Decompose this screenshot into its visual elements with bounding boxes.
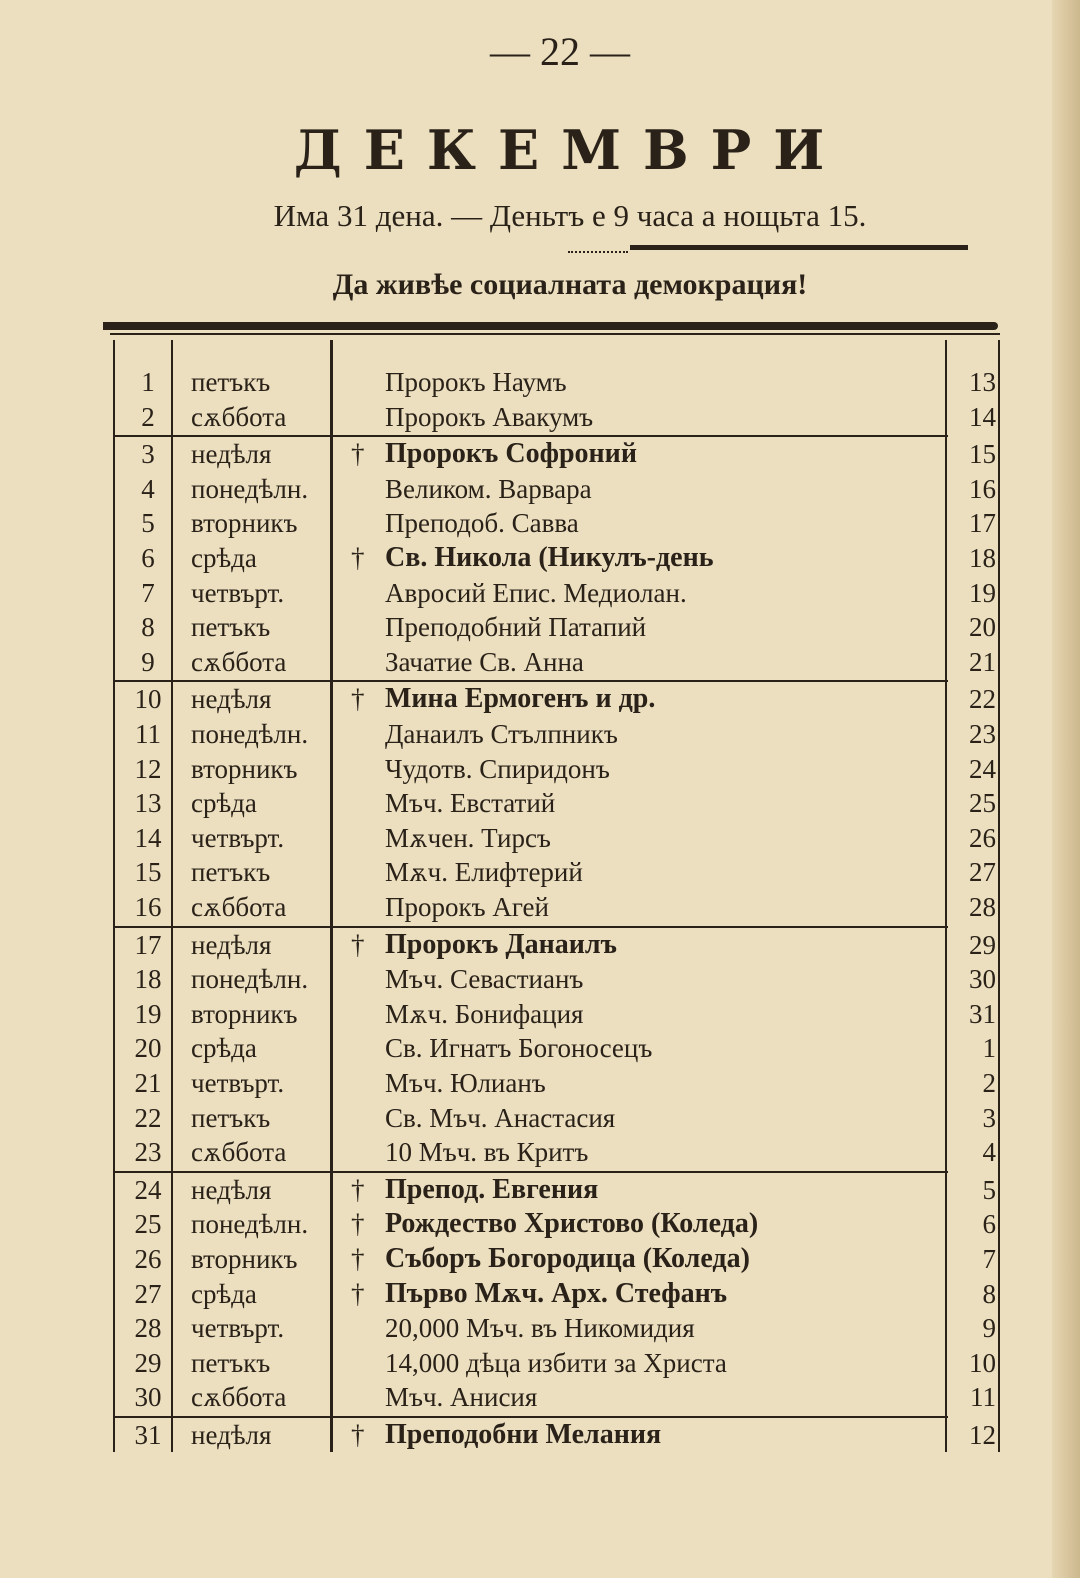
weekday: петъкъ [191,1102,271,1133]
day-number: 6 [141,543,155,573]
saint-name: 14,000 дѣца избити за Христа [385,1347,727,1378]
old-style-date: 10 [969,1347,996,1378]
old-style-date: 18 [969,543,996,573]
feast-cross-mark: † [351,1278,365,1309]
calendar-row [115,717,998,751]
weekday: недѣля [191,684,272,715]
weekday: понедѣлн. [191,719,309,749]
day-number: 28 [134,1313,162,1344]
old-style-date: 23 [969,719,996,749]
old-style-date: 5 [982,1174,996,1205]
calendar-row [115,821,998,855]
old-style-date: 16 [969,473,996,504]
day-number: 27 [134,1278,162,1309]
calendar-row [115,1311,998,1345]
weekday: сѫббота [191,1137,287,1168]
old-style-date: 17 [969,508,996,539]
day-number: 30 [134,1382,162,1413]
calendar-row [115,928,998,962]
day-number: 4 [141,473,155,504]
saint-name: Първо Мѫч. Арх. Стефанъ [385,1277,728,1309]
calendar-row [115,1207,998,1241]
calendar-row [115,752,998,786]
weekday: срѣда [191,543,257,573]
weekday: недѣля [191,929,272,960]
saint-name: Препод. Евгения [385,1173,599,1205]
saint-name: Великом. Варвара [385,473,592,504]
saint-name: Мѫч. Бонифация [385,998,584,1029]
weekday: вторникъ [191,1244,298,1274]
weekday: четвърт. [191,822,285,853]
weekday: четвърт. [191,1313,285,1344]
saint-name: Преподоб. Савва [385,508,579,539]
day-number: 9 [141,646,155,677]
old-style-date: 14 [969,401,996,432]
day-number: 8 [141,612,155,643]
feast-cross-mark: † [351,439,365,470]
old-style-date: 9 [982,1313,996,1344]
calendar-row [115,365,998,399]
day-number: 11 [135,719,161,749]
day-number: 12 [134,753,162,784]
calendar-row [115,610,998,644]
calendar-row [115,400,998,434]
day-number: 21 [134,1068,162,1098]
day-number: 23 [134,1137,162,1168]
saint-name: Мина Ермогенъ и др. [385,683,656,715]
old-style-date: 2 [982,1068,996,1098]
calendar-row [115,1066,998,1100]
weekday: четвърт. [191,1068,285,1098]
old-style-date: 13 [969,367,996,397]
saint-name: Пророкъ Авакумъ [385,401,594,432]
ornament-rule [630,245,968,250]
day-number: 14 [134,822,162,853]
saint-name: Св. Никола (Никулъ-день [385,542,714,573]
day-number: 31 [134,1420,162,1450]
old-style-date: 28 [969,892,996,922]
calendar-row [115,645,998,679]
calendar-row [115,1380,998,1414]
calendar-row [115,682,998,716]
calendar-row [115,890,998,924]
weekday: сѫббота [191,646,287,677]
weekday: четвърт. [191,577,285,608]
day-number: 25 [134,1209,162,1240]
old-style-date: 21 [969,646,996,677]
calendar-row [115,1277,998,1311]
old-style-date: 25 [969,788,996,819]
saint-name: Мѫчен. Тирсъ [385,822,551,853]
day-number: 10 [134,684,162,715]
feast-cross-mark: † [351,1174,365,1205]
weekday: петъкъ [191,612,271,643]
calendar-row [115,1031,998,1065]
calendar-row [115,786,998,820]
weekday: срѣда [191,1278,257,1309]
ornament-squiggle [568,243,628,253]
weekday: срѣда [191,788,257,819]
day-number: 24 [134,1174,162,1205]
saint-name: Мъч. Юлианъ [385,1068,546,1098]
old-style-date: 1 [982,1033,996,1064]
weekday: петъкъ [191,1347,271,1378]
old-style-date: 15 [969,439,996,470]
saint-name: Чудотв. Спиридонъ [385,753,610,784]
calendar-row [115,1346,998,1380]
old-style-date: 24 [969,753,996,784]
saint-name: Св. Игнатъ Богоносецъ [385,1033,653,1064]
saint-name: 10 Мъч. въ Критъ [385,1137,589,1168]
day-number: 18 [134,964,162,995]
saint-name: Преподобний Патапий [385,612,647,643]
old-style-date: 6 [982,1209,996,1240]
day-number: 13 [134,788,162,819]
old-style-date: 20 [969,612,996,643]
old-style-date: 11 [970,1382,996,1413]
calendar-row [115,855,998,889]
feast-cross-mark: † [351,1244,365,1274]
saint-name: Пророкъ Агей [385,892,549,922]
slogan: Да живѣе социалната демокрация! [332,268,808,301]
calendar-row [115,997,998,1031]
saint-name: Мъч. Севастианъ [385,964,584,995]
saint-name: Съборъ Богородица (Коледа) [385,1243,750,1274]
old-style-date: 19 [969,577,996,608]
saint-name: Пророкъ Софроний [385,438,637,470]
saint-name: Зачатие Св. Анна [385,646,584,677]
old-style-date: 26 [969,822,996,853]
day-number: 29 [134,1347,162,1378]
old-style-date: 27 [969,857,996,888]
day-number: 3 [141,439,155,470]
day-number: 5 [141,508,155,539]
calendar-row [115,1242,998,1276]
saint-name: Данаилъ Стълпникъ [385,719,618,749]
calendar-row [115,1173,998,1207]
calendar-row [115,1101,998,1135]
saint-name: 20,000 Мъч. въ Никомидия [385,1313,695,1344]
weekday: недѣля [191,1420,272,1450]
day-number: 19 [134,998,162,1029]
calendar-row [115,437,998,471]
table-top-rule-thin [110,333,1000,335]
saint-name: Мъч. Анисия [385,1382,538,1413]
feast-cross-mark: † [351,929,365,960]
old-style-date: 8 [982,1278,996,1309]
weekday: сѫббота [191,401,287,432]
feast-cross-mark: † [351,543,365,573]
saint-name: Авросий Епис. Медиолан. [385,577,687,608]
weekday: понедѣлн. [191,964,309,995]
calendar-row [115,576,998,610]
old-style-date: 29 [969,929,996,960]
old-style-date: 7 [982,1244,996,1274]
calendar-table [113,340,1000,1452]
calendar-row [115,541,998,575]
day-number: 22 [134,1102,162,1133]
calendar-row [115,472,998,506]
saint-name: Рождество Христово (Коледа) [385,1208,759,1240]
calendar-row [115,962,998,996]
weekday: сѫббота [191,1382,287,1413]
saint-name: Пророкъ Данаилъ [385,928,617,960]
calendar-row [115,506,998,540]
weekday: срѣда [191,1033,257,1064]
day-number: 16 [134,892,162,922]
weekday: петъкъ [191,857,271,888]
weekday: недѣля [191,1174,272,1205]
feast-cross-mark: † [351,1420,365,1450]
saint-name: Мѫч. Елифтерий [385,857,583,888]
old-style-date: 22 [969,684,996,715]
old-style-date: 12 [969,1420,996,1450]
weekday: сѫббота [191,892,287,922]
day-number: 1 [141,367,155,397]
day-number: 26 [134,1244,162,1274]
page-number: — 22 — [490,29,630,74]
weekday: вторникъ [191,998,298,1029]
feast-cross-mark: † [351,684,365,715]
weekday: недѣля [191,439,272,470]
saint-name: Мъч. Евстатий [385,788,556,819]
old-style-date: 3 [982,1102,996,1133]
weekday: вторникъ [191,753,298,784]
day-number: 7 [141,577,155,608]
weekday: петъкъ [191,367,271,397]
day-number: 17 [134,929,162,960]
saint-name: Преподобни Мелания [385,1419,662,1450]
weekday: вторникъ [191,508,298,539]
weekday: понедѣлн. [191,1209,309,1240]
table-top-rule [103,322,998,330]
page-edge [1052,0,1080,1578]
calendar-row [115,1135,998,1169]
old-style-date: 31 [969,998,996,1029]
feast-cross-mark: † [351,1209,365,1240]
month-title: ДЕКЕМВРИ [293,118,847,182]
weekday: понедѣлн. [191,473,309,504]
month-info: Има 31 дена. — Деньтъ е 9 часа а нощьта 15. [273,198,867,233]
old-style-date: 30 [969,964,996,995]
old-style-date: 4 [982,1137,996,1168]
calendar-row [115,1418,998,1452]
saint-name: Пророкъ Наумъ [385,367,567,397]
saint-name: Св. Мъч. Анастасия [385,1102,616,1133]
day-number: 15 [134,857,162,888]
day-number: 2 [141,401,155,432]
day-number: 20 [134,1033,162,1064]
